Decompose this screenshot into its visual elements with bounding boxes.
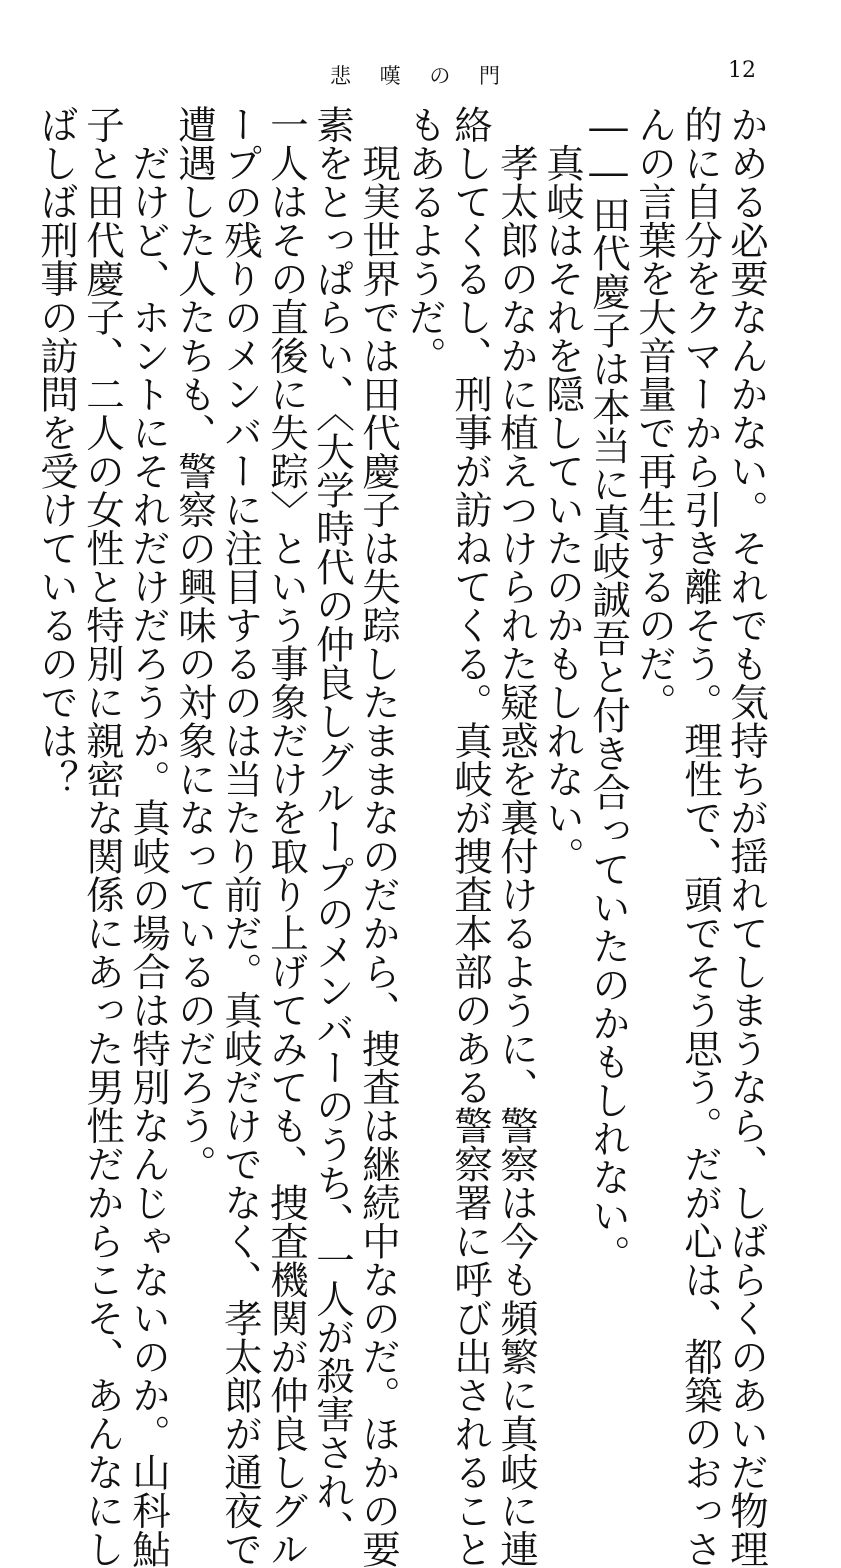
text-line: ――田代慶子は本当に真岐誠吾と付き合っていたのかもしれない。 — [586, 105, 631, 1273]
text-line: 絡してくるし、刑事が訪ねてくる。真岐が捜査本部のある警察署に呼び出されること — [448, 105, 493, 1568]
running-head-char: 嘆 — [379, 64, 401, 88]
text-line: もあるようだ。 — [402, 105, 447, 375]
text-line: ばしば刑事の訪問を受けているのでは？ — [34, 105, 79, 798]
text-line: 素をとっぱらい、〈大学時代の仲良しグループのメンバーのうち、一人が殺害され、 — [310, 105, 355, 1549]
text-line: 遭遇した人たちも、警察の興味の対象になっているのだろう。 — [172, 105, 217, 1183]
text-line: 一人はその直後に失踪〉という事象だけを取り上げてみても、捜査機関が仲良しグル — [264, 105, 309, 1568]
running-head-char: 門 — [478, 64, 500, 88]
text-line: 子と田代慶子、二人の女性と特別に親密な関係にあった男性だからこそ、あんなにし — [80, 105, 125, 1568]
page-number: 12 — [728, 58, 756, 83]
running-head — [330, 60, 500, 90]
text-line: 現実世界では田代慶子は失踪したままなのだから、捜査は継続中なのだ。ほかの要 — [356, 105, 401, 1568]
text-line: んの言葉を大音量で再生するのだ。 — [632, 105, 677, 721]
text-line: 真岐はそれを隠していたのかもしれない。 — [540, 105, 585, 875]
text-line: 的に自分をクマーから引き離そう。理性で、頭でそう思う。だが心は、都築のおっさ — [678, 105, 723, 1568]
running-head-char: の — [429, 64, 451, 88]
running-head-char: 悲 — [330, 64, 351, 88]
text-line: 孝太郎のなかに植えつけられた疑惑を裏付けるように、警察は今も頻繁に真岐に連 — [494, 105, 539, 1568]
text-line: だけど、ホントにそれだけだろうか。真岐の場合は特別なんじゃないのか。山科鮎 — [126, 105, 171, 1568]
text-line: ープの残りのメンバーに注目するのは当たり前だ。真岐だけでなく、孝太郎が通夜で — [218, 105, 263, 1568]
text-line: かめる必要なんかない。それでも気持ちが揺れてしまうなら、しばらくのあいだ物理 — [724, 105, 769, 1568]
